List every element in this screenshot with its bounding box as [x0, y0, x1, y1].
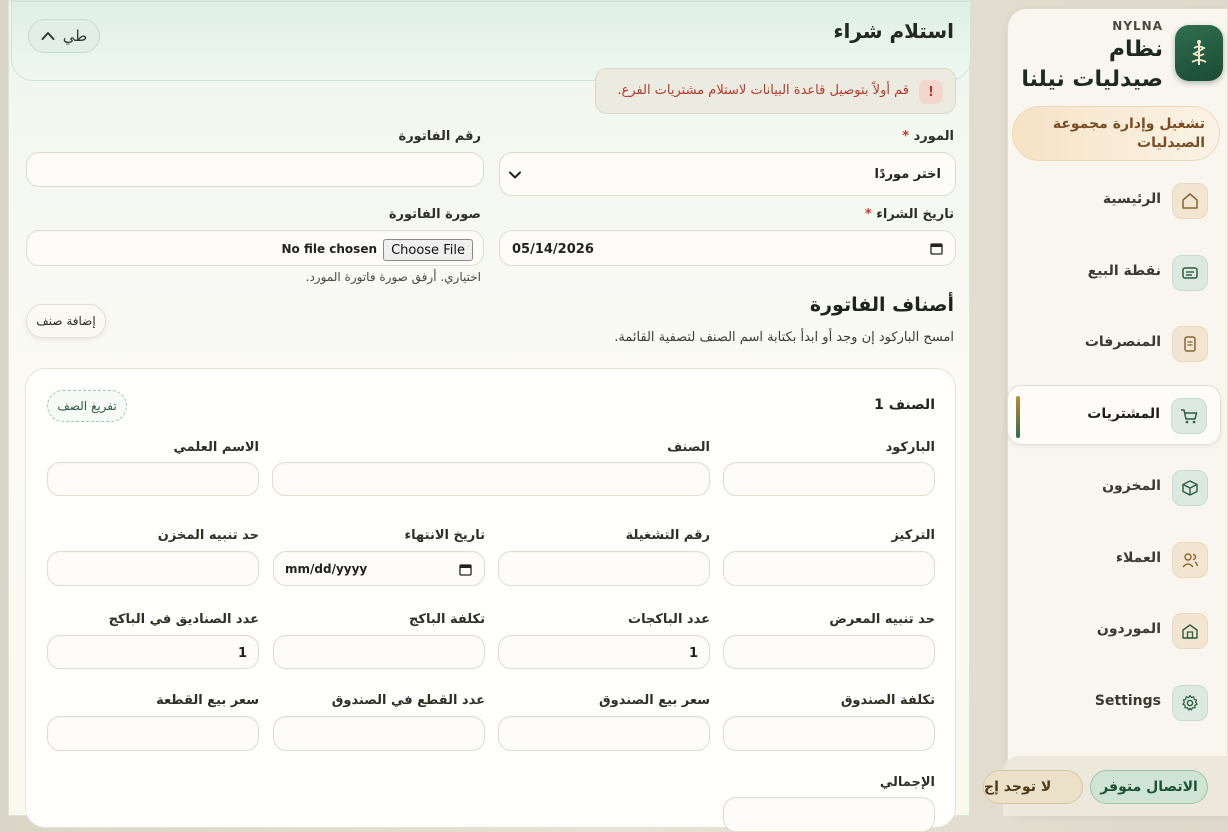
supplier-value: اختر موردًا [874, 167, 941, 182]
piece-price-label: سعر بيع القطعة [156, 693, 259, 708]
box-cost-label: تكلفة الصندوق [840, 693, 935, 708]
brand-tag: NYLNA [1112, 19, 1163, 33]
invoice-number-input[interactable] [26, 152, 484, 187]
active-indicator [1016, 396, 1020, 438]
supplier-select[interactable] [499, 152, 956, 196]
packs-count-value: 1 [688, 646, 698, 661]
stock-alert-label: حد تنبيه المخزن [157, 528, 259, 543]
batch-number-label: رقم التشغيلة [625, 528, 710, 543]
expenses-icon [1172, 326, 1208, 362]
nav-item-suppliers[interactable] [1007, 601, 1221, 661]
item-card [25, 368, 956, 828]
brand-name: نظام صيدليات نيلنا [1021, 37, 1163, 92]
cart-icon [1171, 398, 1207, 434]
choose-file-button[interactable]: Choose File [383, 239, 473, 261]
packs-count-label: عدد الباكجات [628, 612, 710, 627]
gear-icon [1172, 685, 1208, 721]
nav-item-home[interactable] [1007, 171, 1221, 231]
supplier-label-text: المورد [913, 129, 954, 144]
nav-item-pos[interactable] [1007, 243, 1221, 303]
item-name-label: الصنف [667, 440, 710, 455]
item-name-input[interactable] [272, 462, 710, 496]
concentration-input[interactable] [723, 551, 935, 586]
nav-item-purchases[interactable] [1007, 385, 1221, 445]
concentration-label: التركيز [891, 528, 935, 543]
boxes-per-pack-input[interactable] [47, 635, 259, 669]
collapse-button[interactable] [28, 19, 100, 53]
nav-label: المخزون [1102, 478, 1161, 494]
nav-label: المنصرفات [1084, 334, 1161, 350]
supplier-icon [1172, 613, 1208, 649]
brand [1013, 13, 1223, 103]
batch-number-input[interactable] [498, 551, 710, 586]
packs-count-input[interactable] [498, 635, 710, 669]
brand-subtitle: تشغيل وإدارة مجموعة الصيدليات [1012, 106, 1220, 161]
items-section-subtitle: امسح الباركود إن وجد أو ابدأ بكتابة اسم الصنف لتصفية القائمة. [614, 330, 954, 345]
page-title: استلام شراء [833, 19, 954, 43]
database-alert [595, 68, 956, 114]
pos-icon [1172, 255, 1208, 291]
nav-label: نقطة البيع [1087, 263, 1161, 279]
box-cost-input[interactable] [723, 716, 935, 751]
pending-status-badge: لا توجد إج [983, 770, 1083, 804]
total-input[interactable] [723, 797, 935, 832]
boxes-per-pack-value: 1 [237, 646, 247, 661]
nav-label: الموردون [1096, 621, 1161, 637]
nav-item-customers[interactable] [1007, 530, 1221, 590]
item-title: الصنف 1 [874, 397, 935, 413]
connection-status-badge: الاتصال متوفر [1090, 770, 1208, 804]
scientific-name-label: الاسم العلمي [173, 440, 259, 455]
invoice-number-label: رقم الفاتورة [398, 129, 481, 144]
expiry-date-label: تاريخ الانتهاء [404, 528, 485, 543]
purchase-date-input[interactable] [499, 230, 956, 266]
barcode-input[interactable] [723, 462, 935, 496]
nav-label: العملاء [1115, 550, 1161, 566]
boxes-per-pack-label: عدد الصناديق في الباكج [108, 612, 259, 627]
purchase-date-value: 05/14/2026 [512, 242, 594, 257]
status-area [984, 756, 1228, 816]
purchase-date-label [865, 207, 954, 222]
stock-alert-input[interactable] [47, 551, 259, 586]
pieces-per-box-label: عدد القطع في الصندوق [331, 693, 485, 708]
box-price-input[interactable] [498, 716, 710, 751]
box-icon [1172, 470, 1208, 506]
sidebar [1007, 8, 1228, 816]
users-icon [1172, 542, 1208, 578]
required-mark: * [864, 207, 872, 222]
pieces-per-box-input[interactable] [273, 716, 485, 751]
nav-item-expenses[interactable] [1007, 314, 1221, 374]
invoice-image-file-input[interactable] [26, 230, 484, 266]
alert-icon: ! [919, 80, 943, 104]
expiry-date-value: mm/dd/yyyy [285, 562, 368, 576]
purchase-receipt-panel [8, 0, 970, 816]
display-alert-label: حد تنبيه المعرض [829, 612, 935, 627]
piece-price-input[interactable] [47, 716, 259, 751]
required-mark: * [902, 129, 910, 144]
collapse-label: طي [62, 27, 88, 45]
nav-item-settings[interactable] [1007, 673, 1221, 733]
items-section-title: أصناف الفاتورة [809, 294, 954, 316]
pharmacy-logo-icon [1175, 25, 1223, 81]
no-file-text: No file chosen [281, 242, 377, 256]
pack-cost-label: تكلفة الباكج [409, 612, 485, 627]
nav-label: الرئيسية [1102, 191, 1161, 207]
clear-row-button[interactable]: تفريغ الصف [47, 390, 127, 422]
expiry-date-input[interactable] [273, 551, 485, 586]
calendar-icon[interactable] [930, 242, 943, 255]
invoice-image-hint: اختياري. أرفق صورة فاتورة المورد. [305, 270, 481, 284]
add-item-button[interactable]: إضافة صنف [26, 304, 106, 338]
home-icon [1172, 183, 1208, 219]
chevron-down-icon [508, 168, 522, 182]
calendar-icon[interactable] [459, 563, 472, 576]
pack-cost-input[interactable] [273, 635, 485, 669]
nav-label: Settings [1094, 693, 1161, 709]
total-label: الإجمالي [879, 775, 935, 790]
nav-item-inventory[interactable] [1007, 458, 1221, 518]
supplier-label [902, 129, 954, 144]
display-alert-input[interactable] [723, 635, 935, 669]
nav-label: المشتريات [1087, 406, 1160, 422]
chevron-up-icon [41, 31, 55, 41]
purchase-date-label-text: تاريخ الشراء [876, 207, 954, 222]
invoice-image-label: صورة الفاتورة [388, 207, 481, 222]
alert-text: قم أولاً بتوصيل قاعدة البيانات لاستلام مشتريات الفرع. [617, 83, 909, 98]
scientific-name-input[interactable] [47, 462, 259, 496]
barcode-label: الباركود [885, 440, 935, 455]
box-price-label: سعر بيع الصندوق [599, 693, 710, 708]
